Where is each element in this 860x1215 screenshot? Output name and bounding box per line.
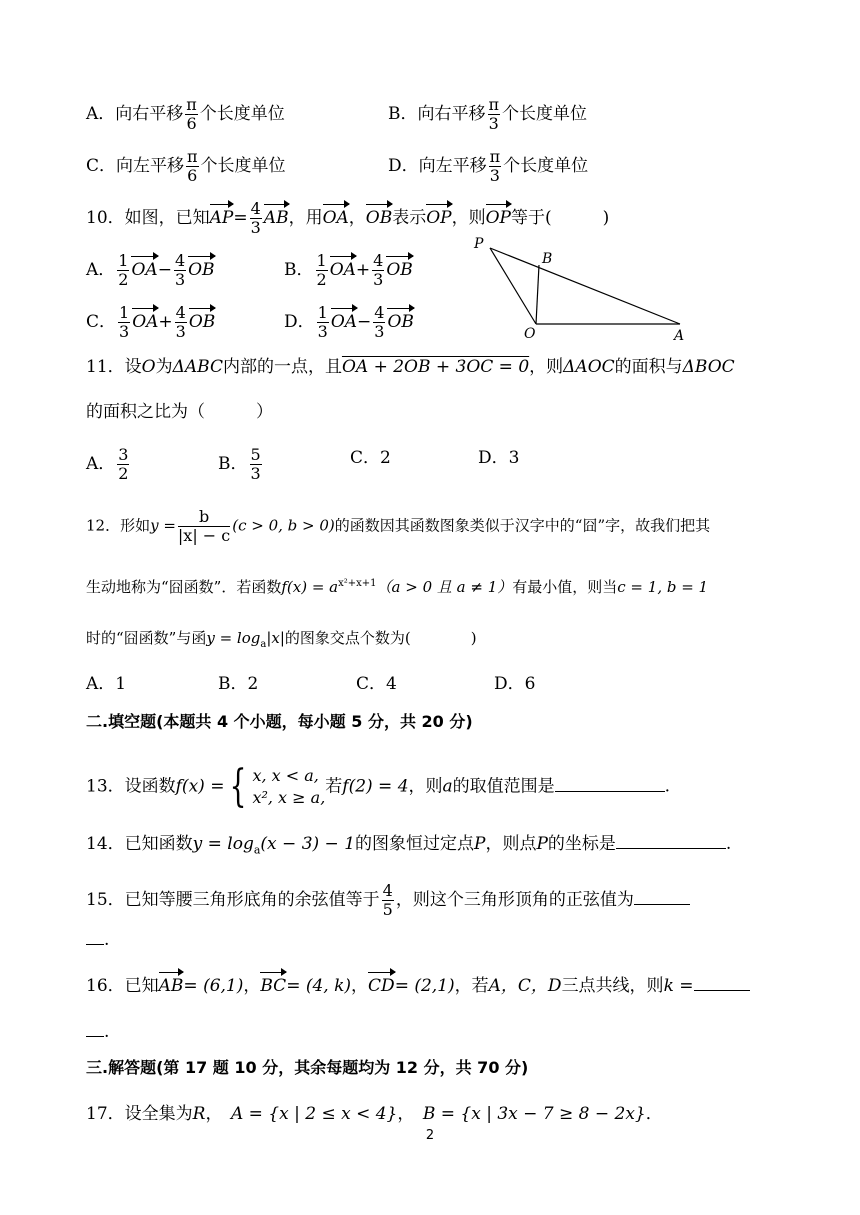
q9-option-d: D．向左平移 $\frac{\pi}{3}$ 个长度单位 — [388, 147, 589, 185]
q16-stem: 16．已知AB= (6,1)，BC= (4, k)，CD= (2,1)，若A，C，D三点共线，则k = — [86, 974, 750, 998]
q10-option-c: C． $\frac{1}{3}$ OA+ $\frac{4}{3}$ OB — [86, 303, 216, 341]
section-3-heading: 三.解答题(第 17 题 10 分，其余每题均为 12 分，共 70 分) — [86, 1058, 529, 1077]
q14-answer-blank[interactable] — [616, 832, 726, 849]
q12-option-b: B．2 — [218, 674, 259, 694]
q11-option-b: B． $\frac{5}{3}$ — [218, 445, 261, 483]
q12-stem-line3: 时的“囧函数”与函$y = \log_a|x|$的图象交点个数为( ) — [86, 629, 477, 650]
label-p: P — [474, 236, 484, 252]
q12-stem-line2: 生动地称为“囧函数”．若函数$f(x) = a^{x^2+x+1}(a > 0$ 且 a ≠ 1）有最小值，则当c = 1, b = 1 — [86, 578, 709, 596]
q13-answer-blank[interactable] — [555, 775, 665, 792]
q13-stem: 13．设函数f(x) = { x, x < a, x², x ≥ a, 若f(2) = 4，则a的取值范围是 . — [86, 761, 671, 812]
q15-answer-blank[interactable] — [634, 888, 690, 905]
q16-answer-blank-cont[interactable] — [86, 1020, 104, 1037]
q17-stem: 17．设全集为R， A = {x | 2 ≤ x < 4}， B = {x | 3x − 7 ≥ 8 − 2x}． — [86, 1104, 663, 1124]
q11-option-c: C．2 — [350, 448, 391, 468]
q9-option-b: B．向右平移 $\frac{\pi}{3}$ 个长度单位 — [388, 95, 588, 133]
q11-stem: 11．设O为ΔABC内部的一点，且OA + 2OB + 3OC = 0，则ΔAOC的面积与ΔBOC — [86, 357, 735, 377]
page-number: 2 — [425, 1128, 435, 1143]
label-a: A — [674, 328, 685, 344]
q11-option-a: A． $\frac{3}{2}$ — [86, 445, 129, 483]
q16-answer-blank[interactable] — [694, 974, 750, 991]
q12-option-a: A．1 — [86, 674, 127, 694]
q12-option-c: C．4 — [356, 674, 397, 694]
label-b: B — [542, 251, 553, 267]
label-o: O — [524, 326, 536, 342]
q10-option-a: A． $\frac{1}{2}$ OA− $\frac{4}{3}$ OB — [86, 251, 215, 289]
q13-brace: { — [230, 761, 247, 812]
q9-option-c: C．向左平移 $\frac{\pi}{6}$ 个长度单位 — [86, 147, 286, 185]
q12-option-d: D．6 — [494, 674, 536, 694]
q15-stem: 15．已知等腰三角形底角的余弦值等于 $\frac{4}{5}$ ，则这个三角形顶角的正弦值为 — [86, 882, 690, 919]
q10-option-d: D． $\frac{1}{3}$ OA− $\frac{4}{3}$ OB — [284, 303, 414, 341]
q9-option-a: A．向右平移 $\frac{\pi}{6}$ 个长度单位 — [86, 95, 285, 133]
q12-stem-line1: 12．形如y = $\frac{b}{|x| - c}$ (c > 0, b > 0)的函数因其函数图象类似于汉字中的“囧”字，故我们把其 — [86, 507, 711, 545]
section-2-heading: 二.填空题(本题共 4 个小题，每小题 5 分，共 20 分) — [86, 712, 473, 731]
q15-answer-blank-cont[interactable] — [86, 928, 104, 945]
q15-line2: . — [86, 928, 109, 952]
q11-stem-line2: 的面积之比为（ ） — [86, 402, 273, 422]
q14-stem: 14．已知函数$y = \log_a(x - 3) - 1$的图象恒过定点P，则点P的坐标是 . — [86, 834, 732, 857]
q11-option-d: D．3 — [478, 448, 520, 468]
q16-line2: . — [86, 1020, 109, 1044]
q10-triangle-figure — [468, 236, 698, 346]
q10-option-b: B． $\frac{1}{2}$ OA+ $\frac{4}{3}$ OB — [284, 251, 413, 289]
q10-stem: 10．如图，已知AP= $\frac{4}{3}$ AB，用OA，OB表示OP，则OP等于( ) — [86, 199, 610, 237]
